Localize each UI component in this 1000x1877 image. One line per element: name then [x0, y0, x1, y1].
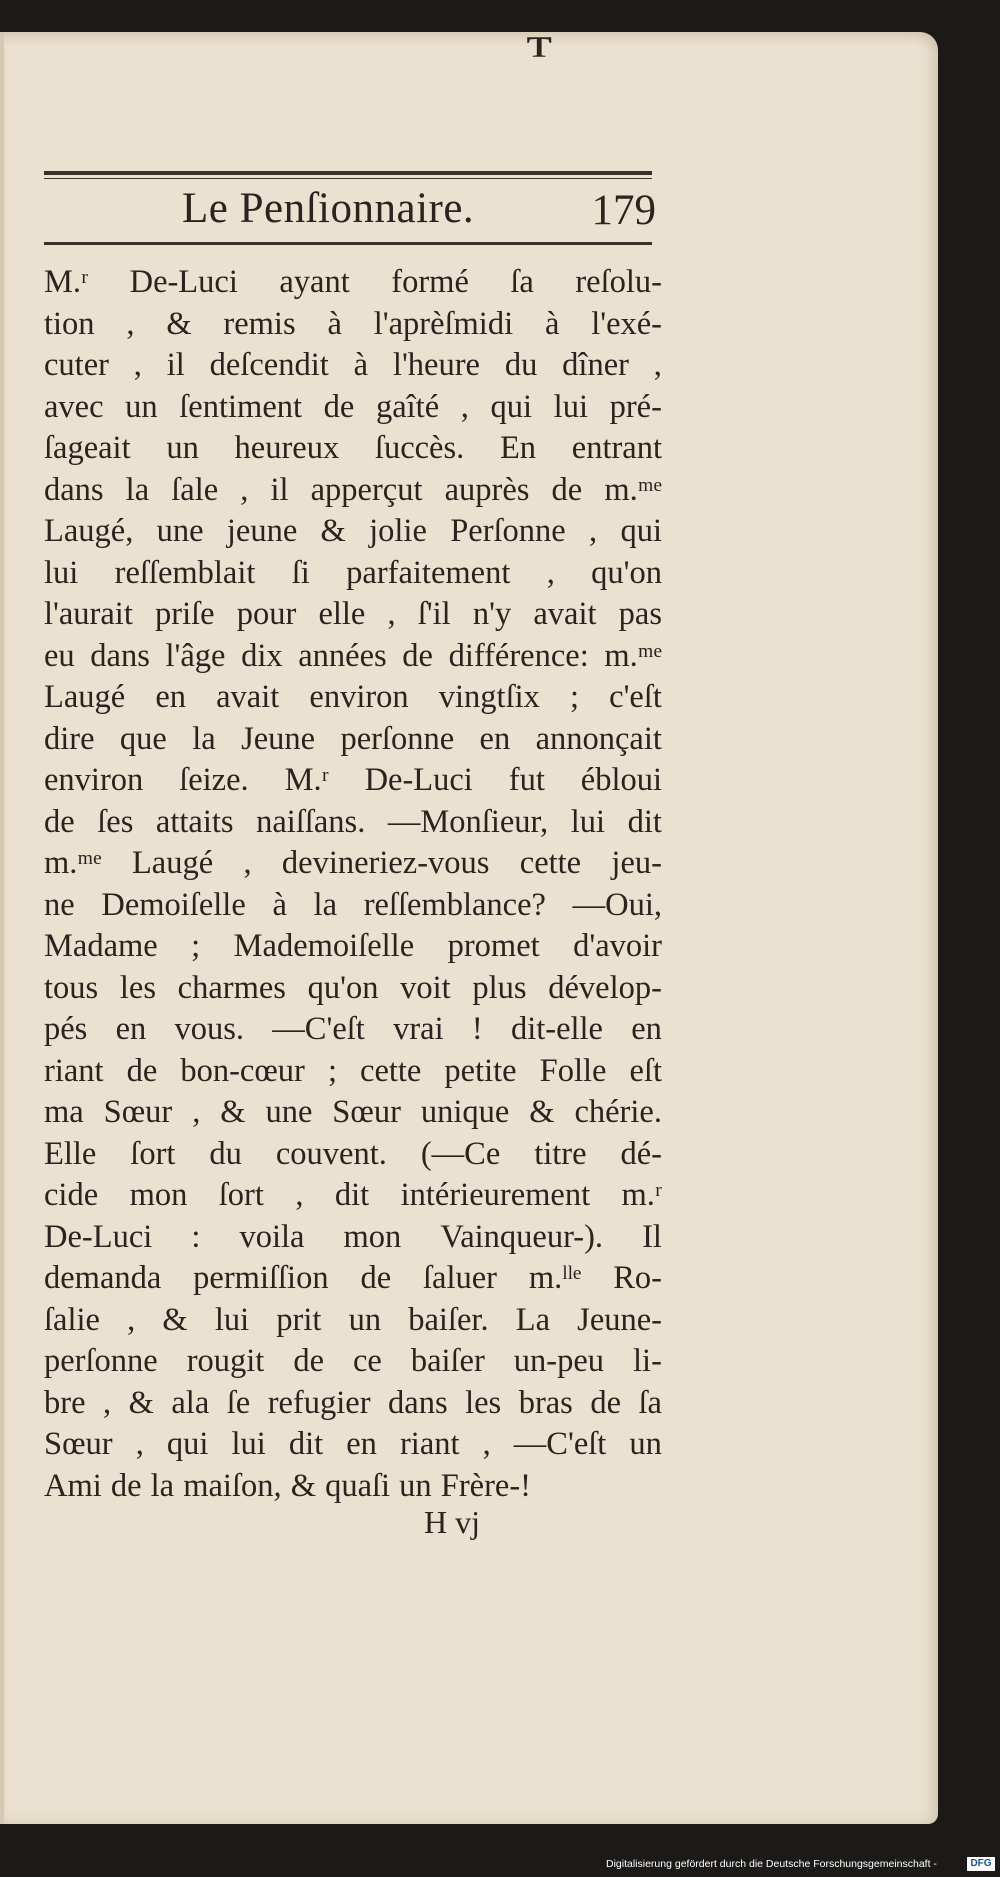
word: quaſi [325, 1467, 391, 1504]
word: jeu- [611, 845, 662, 881]
word: petite [444, 1052, 517, 1089]
word: les [465, 1384, 502, 1421]
text-line [44, 262, 662, 304]
word: attaits [155, 803, 234, 840]
word: & [220, 1094, 246, 1130]
running-header [44, 178, 662, 240]
word: demanda [44, 1260, 162, 1296]
word: dit [627, 803, 662, 840]
word: ſeize. [179, 762, 249, 798]
word: pré- [609, 388, 662, 425]
word: rougit [186, 1343, 265, 1379]
text-line [44, 636, 662, 678]
text-line [44, 760, 662, 802]
word: De-Luci [129, 264, 238, 300]
word: un [348, 1301, 382, 1338]
word: titre [534, 1135, 587, 1172]
word: lui [231, 1426, 266, 1462]
word: Sœur [103, 1094, 173, 1130]
word: riant [44, 1052, 104, 1089]
word: ébloui [580, 762, 662, 798]
word: & [128, 1384, 154, 1421]
word: La [515, 1301, 551, 1338]
word: de [402, 637, 433, 674]
word: ſi [291, 554, 310, 591]
word: un-peu [513, 1343, 605, 1379]
page-binding-edge [0, 32, 4, 1824]
word: la [313, 886, 338, 923]
text-line [44, 926, 662, 968]
word: ! [471, 1011, 483, 1047]
word: baiſer. [408, 1301, 489, 1338]
word: Ro- [613, 1260, 662, 1296]
word: avait [533, 596, 597, 632]
text-line [44, 1383, 662, 1425]
running-title: Le Penſionnaire. [182, 185, 475, 232]
word: qui [620, 513, 662, 549]
text-line [44, 1466, 662, 1508]
word: il [166, 347, 185, 383]
word: intérieurement [400, 1177, 591, 1213]
word: mon [343, 1218, 402, 1255]
word: bre [44, 1384, 86, 1421]
word: m.ᵐᵉ [44, 845, 102, 881]
word: , [387, 596, 396, 632]
word: devineriez-vous [281, 845, 490, 881]
word: qui [166, 1426, 209, 1462]
text-line [44, 1300, 662, 1342]
word: ayant [279, 264, 350, 300]
word: permiſſion [193, 1260, 329, 1296]
word: Jeune [241, 720, 316, 757]
word: , [133, 347, 142, 383]
word: formé [391, 264, 469, 300]
word: maiſon, [183, 1467, 282, 1504]
word: dix [241, 637, 283, 674]
word: M.ʳ [284, 762, 329, 798]
word: Sœur [44, 1426, 113, 1462]
word: ſort [218, 1177, 264, 1213]
text-line [44, 304, 662, 346]
word: en [479, 720, 511, 757]
word: Elle [44, 1135, 97, 1172]
word: gaîté [375, 388, 440, 425]
word: ſa [638, 1384, 662, 1421]
word: l'aprèſmidi [373, 305, 514, 342]
word: Mademoiſelle [233, 928, 415, 964]
word: , [653, 347, 662, 383]
word: & [529, 1094, 555, 1130]
word: dévelop- [548, 969, 662, 1006]
text-line [44, 470, 662, 512]
word: l'aurait [44, 596, 133, 632]
text-line [44, 1217, 662, 1259]
word: du [209, 1135, 242, 1172]
word: dit-elle [510, 1011, 603, 1047]
word: l'âge [165, 637, 226, 674]
word: reſolu- [575, 264, 662, 300]
catchword: H vj [424, 1504, 480, 1540]
word: Folle [539, 1052, 607, 1089]
word: lui [44, 554, 79, 591]
word: , [192, 1094, 201, 1130]
word: M.ʳ [44, 264, 89, 300]
word: ala [171, 1384, 210, 1421]
word: cette [519, 845, 582, 881]
word: en [631, 1011, 662, 1047]
word: de [126, 1052, 158, 1089]
word: à [272, 886, 287, 923]
word: de [551, 471, 583, 508]
word: dans [90, 637, 150, 674]
word: ſe [226, 1384, 251, 1421]
word: d'avoir [573, 928, 662, 964]
word: , [460, 388, 469, 425]
word: Il [642, 1218, 662, 1255]
header-rule-top [44, 171, 652, 175]
text-line [44, 719, 662, 761]
text-line [44, 1092, 662, 1134]
word: un [399, 1467, 432, 1504]
text-line [44, 553, 662, 595]
word: En [499, 430, 537, 466]
word: années [298, 637, 387, 674]
word: qu'on [307, 969, 379, 1006]
word: —C'eſt [272, 1011, 365, 1047]
text-line [44, 1009, 662, 1051]
word: ; [191, 928, 201, 964]
word: (—Ce [420, 1135, 501, 1172]
word: , [589, 513, 598, 549]
word: annonçait [535, 720, 662, 757]
word: mon [129, 1177, 188, 1213]
digitization-credit: Digitalisierung gefördert durch die Deutsche Forschungsgemeinschaft - [606, 1858, 937, 1870]
word: la [150, 1467, 175, 1504]
text-line [44, 1258, 662, 1300]
word: ſort [130, 1135, 176, 1172]
word: bon-cœur [180, 1052, 305, 1089]
word: ſaluer [422, 1260, 497, 1296]
word: —Monſieur, [387, 803, 549, 840]
dfg-logo: DFG [967, 1857, 995, 1871]
word: heureux [234, 430, 340, 466]
word: refugier [267, 1384, 371, 1421]
word: ; [327, 1052, 337, 1089]
word: ſalie [44, 1301, 100, 1338]
word: tion [44, 305, 95, 342]
word: lui [570, 803, 606, 840]
word: entrant [571, 430, 662, 466]
word: & [162, 1301, 188, 1338]
word: ſale [171, 471, 219, 508]
word: pas [618, 596, 662, 632]
word: elle [318, 596, 366, 632]
text-line [44, 1051, 662, 1093]
word: dans [44, 471, 104, 508]
text-line [44, 1134, 662, 1176]
word: lui [553, 388, 588, 425]
word: & [320, 513, 346, 549]
word: eſt [629, 1052, 662, 1089]
word: un [125, 388, 158, 425]
word: pés [44, 1011, 88, 1047]
text-line [44, 594, 662, 636]
word: du [504, 347, 538, 383]
word: jolie [369, 513, 427, 549]
word: de [293, 1343, 324, 1379]
word: que [119, 720, 167, 757]
top-mark: ᴛ [526, 21, 553, 67]
word: de [323, 388, 355, 425]
word: ; [570, 679, 580, 715]
text-line [44, 1341, 662, 1383]
word: deſcendit [209, 347, 329, 383]
word: dit [288, 1426, 324, 1462]
word: différence: [448, 637, 589, 674]
word: dire [44, 720, 95, 757]
word: l'exé- [591, 305, 662, 342]
word: priſe [155, 596, 215, 632]
word: à [327, 305, 342, 342]
word: dé- [620, 1135, 662, 1172]
word: ma [44, 1094, 84, 1130]
word: avait [216, 679, 280, 715]
text-line [44, 802, 662, 844]
word: la [192, 720, 216, 757]
word: li- [633, 1343, 662, 1379]
word: une [265, 1094, 313, 1130]
word: fut [508, 762, 545, 798]
word: vous. [174, 1011, 245, 1047]
word: lui [214, 1301, 250, 1338]
word: Sœur [332, 1094, 401, 1130]
word: qui [490, 388, 533, 425]
word: m.ᵐᵉ [604, 471, 662, 508]
word: en [115, 1011, 147, 1047]
page-number: 179 [591, 187, 656, 234]
word: Demoiſelle [101, 886, 246, 923]
word: De-Luci [364, 762, 473, 798]
word: unique [420, 1094, 510, 1130]
word: , [482, 1426, 491, 1462]
text-line [44, 428, 662, 470]
word: Laugé [44, 679, 126, 715]
word: Vainqueur-). [440, 1218, 604, 1255]
header-rule-bottom [44, 242, 652, 245]
body-text [44, 262, 662, 1507]
word: jeune [226, 513, 298, 549]
word: en [346, 1426, 377, 1462]
word: dîner [562, 347, 629, 383]
word: de [44, 803, 75, 840]
word: , [240, 471, 249, 508]
word: , [126, 305, 135, 342]
word: , [295, 1177, 304, 1213]
word: vingtſix [438, 679, 540, 715]
word: cide [44, 1177, 99, 1213]
word: ſa [510, 264, 534, 300]
text-line [44, 677, 662, 719]
word: & [166, 305, 192, 342]
text-line [44, 1175, 662, 1217]
word: , [546, 554, 555, 591]
word: ſentiment [179, 388, 303, 425]
word: charmes [177, 969, 286, 1006]
word: tous [44, 969, 99, 1006]
word: Jeune- [577, 1301, 662, 1338]
word: pour [236, 596, 297, 632]
word: prit [276, 1301, 322, 1338]
word: en [155, 679, 186, 715]
text-line [44, 345, 662, 387]
word: , [102, 1384, 112, 1421]
word: Perſonne [450, 513, 566, 549]
word: promet [447, 928, 540, 964]
word: dit [334, 1177, 370, 1213]
word: ſageait [44, 430, 131, 466]
word: & [290, 1467, 316, 1504]
word: De-Luci [44, 1218, 153, 1255]
text-line [44, 843, 662, 885]
word: , [243, 845, 252, 881]
word: plus [472, 969, 527, 1006]
word: Madame [44, 928, 158, 964]
word: à [544, 305, 560, 342]
word: —Oui, [572, 886, 662, 923]
word: avec [44, 388, 104, 425]
word: naiſſans. [256, 803, 366, 840]
word: parfaitement [346, 554, 511, 591]
word: dans [388, 1384, 448, 1421]
word: remis [223, 305, 296, 342]
word: il [270, 471, 289, 508]
text-line [44, 387, 662, 429]
word: de [590, 1384, 622, 1421]
word: un [629, 1426, 662, 1462]
word: eu [44, 637, 75, 674]
word: vrai [393, 1011, 444, 1047]
word: la [125, 471, 150, 508]
text-line [44, 885, 662, 927]
word: l'heure [392, 347, 480, 383]
word: —C'eſt [513, 1426, 607, 1462]
word: c'eſt [609, 679, 662, 715]
word: une [156, 513, 204, 549]
word: reſſemblait [114, 554, 256, 591]
word: environ [44, 762, 144, 798]
text-line [44, 1424, 662, 1466]
word: ſuccès. [374, 430, 465, 466]
word: un [166, 430, 199, 466]
text-line [44, 968, 662, 1010]
word: auprès [444, 471, 530, 508]
word: baiſer [410, 1343, 485, 1379]
word: de [110, 1467, 142, 1504]
word: environ [309, 679, 409, 715]
word: à [353, 347, 369, 383]
word: : [191, 1218, 201, 1255]
word: cuter [44, 347, 109, 383]
word: de [360, 1260, 392, 1296]
word: Ami [44, 1467, 102, 1504]
word: couvent. [275, 1135, 387, 1172]
word: m.ᵐᵉ [604, 637, 662, 674]
text-line [44, 511, 662, 553]
word: , [135, 1426, 144, 1462]
word: reſſemblance? [363, 886, 546, 923]
word: Laugé [131, 845, 214, 881]
word: qu'on [591, 554, 662, 591]
word: m.ʳ [621, 1177, 662, 1213]
word: les [119, 969, 156, 1006]
word: Laugé, [44, 513, 134, 549]
word: bras [518, 1384, 573, 1421]
word: apperçut [310, 471, 423, 508]
word: n'y [472, 596, 512, 632]
word: chérie. [574, 1094, 662, 1130]
word: Frère-! [440, 1467, 531, 1504]
word: cette [360, 1052, 422, 1089]
word: riant [399, 1426, 460, 1462]
word: perſonne [44, 1343, 158, 1379]
word: perſonne [340, 720, 455, 757]
word: voit [400, 969, 451, 1006]
word: voila [239, 1218, 305, 1255]
word: ce [352, 1343, 382, 1379]
word: ſ'il [417, 596, 451, 632]
word: m.ˡˡᵉ [528, 1260, 582, 1296]
word: , [127, 1301, 136, 1338]
word: ne [44, 886, 75, 923]
word: ſes [97, 803, 134, 840]
